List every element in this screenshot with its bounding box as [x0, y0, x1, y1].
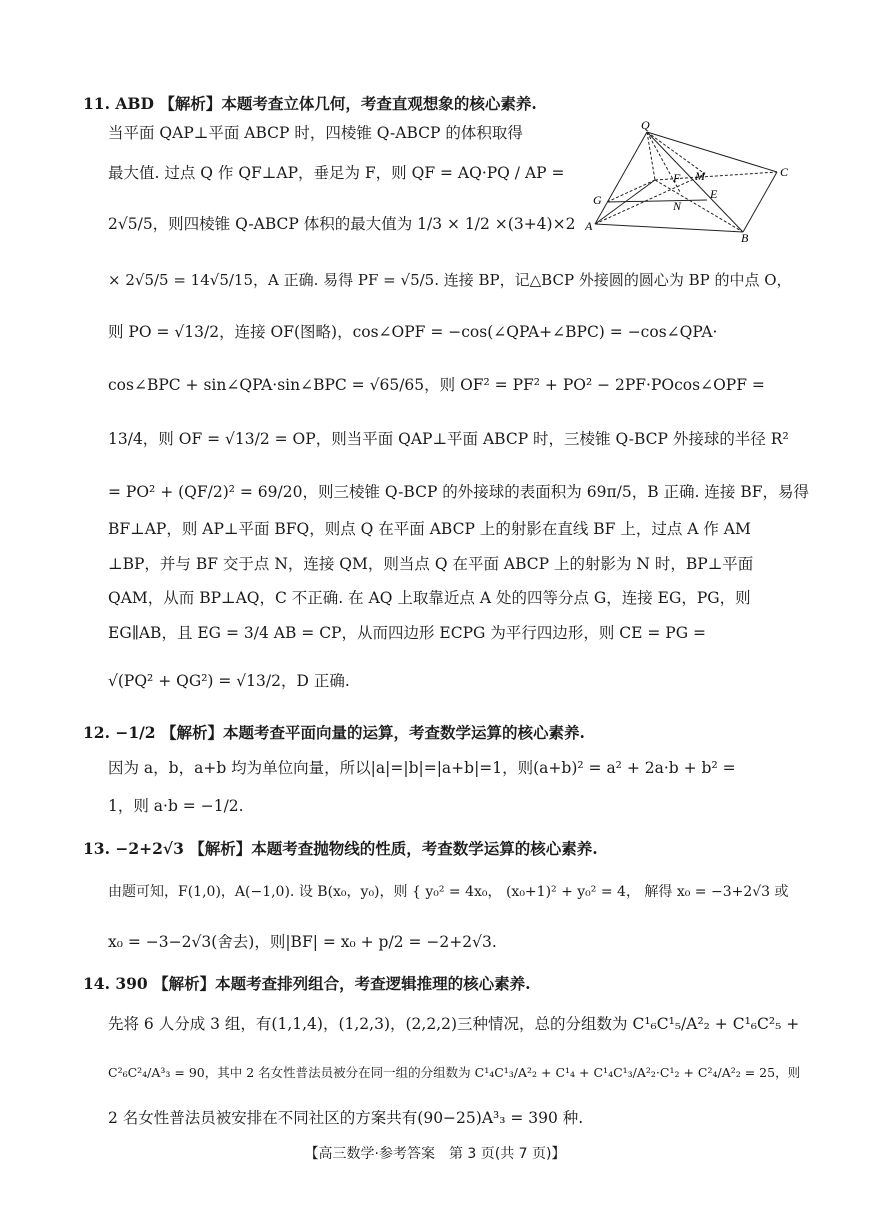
- q14-line-3: 2 名女性普法员被安排在不同社区的方案共有(90−25)A³₃ = 390 种.: [108, 1109, 584, 1127]
- q11-line-9: BF⊥AP，则 AP⊥平面 BFQ，则点 Q 在平面 ABCP 上的射影在直线 BF 上，过点 A 作 AM: [108, 520, 751, 538]
- figure-label-c: C: [780, 165, 789, 179]
- figure-label-a: A: [585, 219, 593, 233]
- q12-line-2: 1，则 a·b = −1/2.: [108, 797, 244, 815]
- page-footer: 【高三数学·参考答案 第 3 页(共 7 页)】: [304, 1146, 566, 1162]
- figure-label-f: F: [673, 171, 681, 185]
- figure-label-q: Q: [641, 118, 650, 132]
- q11-line-10: ⊥BP，并与 BF 交于点 N，连接 QM，则当点 Q 在平面 ABCP 上的射影为 N 时，BP⊥平面: [108, 555, 754, 573]
- q11-line-4: × 2√5/5 = 14√5/15，A 正确. 易得 PF = √5/5. 连接 BP，记△BCP 外接圆的圆心为 BP 的中点 O，: [108, 271, 792, 289]
- q12-line-1: 因为 a，b，a+b 均为单位向量，所以|a|=|b|=|a+b|=1，则(a+b)² = a² + 2a·b + b² =: [108, 759, 736, 777]
- q11-line-11: QAM，从而 BP⊥AQ，C 不正确. 在 AQ 上取靠近点 A 处的四等分点 G，连接 EG，PG，则: [108, 589, 751, 607]
- q11-line-8: = PO² + (QF/2)² = 69/20，则三棱锥 Q-BCP 的外接球的表面积为 69π/5，B 正确. 连接 BF，易得: [108, 483, 809, 501]
- q11-line-12: EG∥AB，且 EG = 3/4 AB = CP，从而四边形 ECPG 为平行四边形，则 CE = PG =: [108, 624, 706, 642]
- figure-label-m: M: [695, 169, 705, 183]
- q14-header: 14. 390 【解析】本题考查排列组合，考查逻辑推理的核心素养.: [83, 974, 531, 993]
- q13-line-2: x₀ = −3−2√3(舍去)，则|BF| = x₀ + p/2 = −2+2√3.: [108, 933, 497, 951]
- q14-line-1: 先将 6 人分成 3 组，有(1,1,4)，(1,2,3)，(2,2,2)三种情况，总的分组数为 C¹₆C¹₅/A²₂ + C¹₆C²₅ +: [108, 1015, 800, 1033]
- q11-line-2: 最大值. 过点 Q 作 QF⊥AP，垂足为 F，则 QF = AQ·PQ / AP =: [108, 164, 565, 182]
- figure-label-b: B: [741, 231, 749, 243]
- q11-line-13: √(PQ² + QG²) = √13/2，D 正确.: [108, 672, 350, 690]
- q13-line-1: 由题可知，F(1,0)，A(−1,0). 设 B(x₀，y₀)，则 { y₀² = 4x₀， (x₀+1)² + y₀² = 4， 解得 x₀ = −3+2√3 或: [108, 884, 789, 900]
- pyramid-figure: [585, 118, 795, 243]
- q14-line-2: C²₆C²₄/A³₃ = 90，其中 2 名女性普法员被分在同一组的分组数为 C¹₄C¹₃/A²₂ + C¹₄ + C¹₄C¹₃/A²₂·C¹₂ + C²₄/A²₂ = 25，则: [108, 1065, 801, 1080]
- figure-label-e: E: [710, 187, 718, 201]
- q11-header: 11. ABD 【解析】本题考查立体几何，考查直观想象的核心素养.: [83, 94, 537, 113]
- q11-line-1: 当平面 QAP⊥平面 ABCP 时，四棱锥 Q-ABCP 的体积取得: [108, 124, 523, 142]
- q12-header: 12. −1/2 【解析】本题考查平面向量的运算，考查数学运算的核心素养.: [83, 723, 585, 742]
- figure-label-n: N: [673, 199, 682, 213]
- q11-line-5: 则 PO = √13/2，连接 OF(图略)，cos∠OPF = −cos(∠QPA+∠BPC) = −cos∠QPA·: [108, 323, 718, 341]
- q13-header: 13. −2+2√3 【解析】本题考查抛物线的性质，考查数学运算的核心素养.: [83, 839, 598, 858]
- q11-line-3: 2√5/5，则四棱锥 Q-ABCP 体积的最大值为 1/3 × 1/2 ×(3+4)×2: [108, 215, 576, 233]
- q11-line-7: 13/4，则 OF = √13/2 = OP，则当平面 QAP⊥平面 ABCP 时，三棱锥 Q-BCP 外接球的半径 R²: [108, 430, 789, 448]
- q11-line-6: cos∠BPC + sin∠QPA·sin∠BPC = √65/65，则 OF² = PF² + PO² − 2PF·POcos∠OPF =: [108, 376, 765, 394]
- figure-label-g: G: [593, 193, 602, 207]
